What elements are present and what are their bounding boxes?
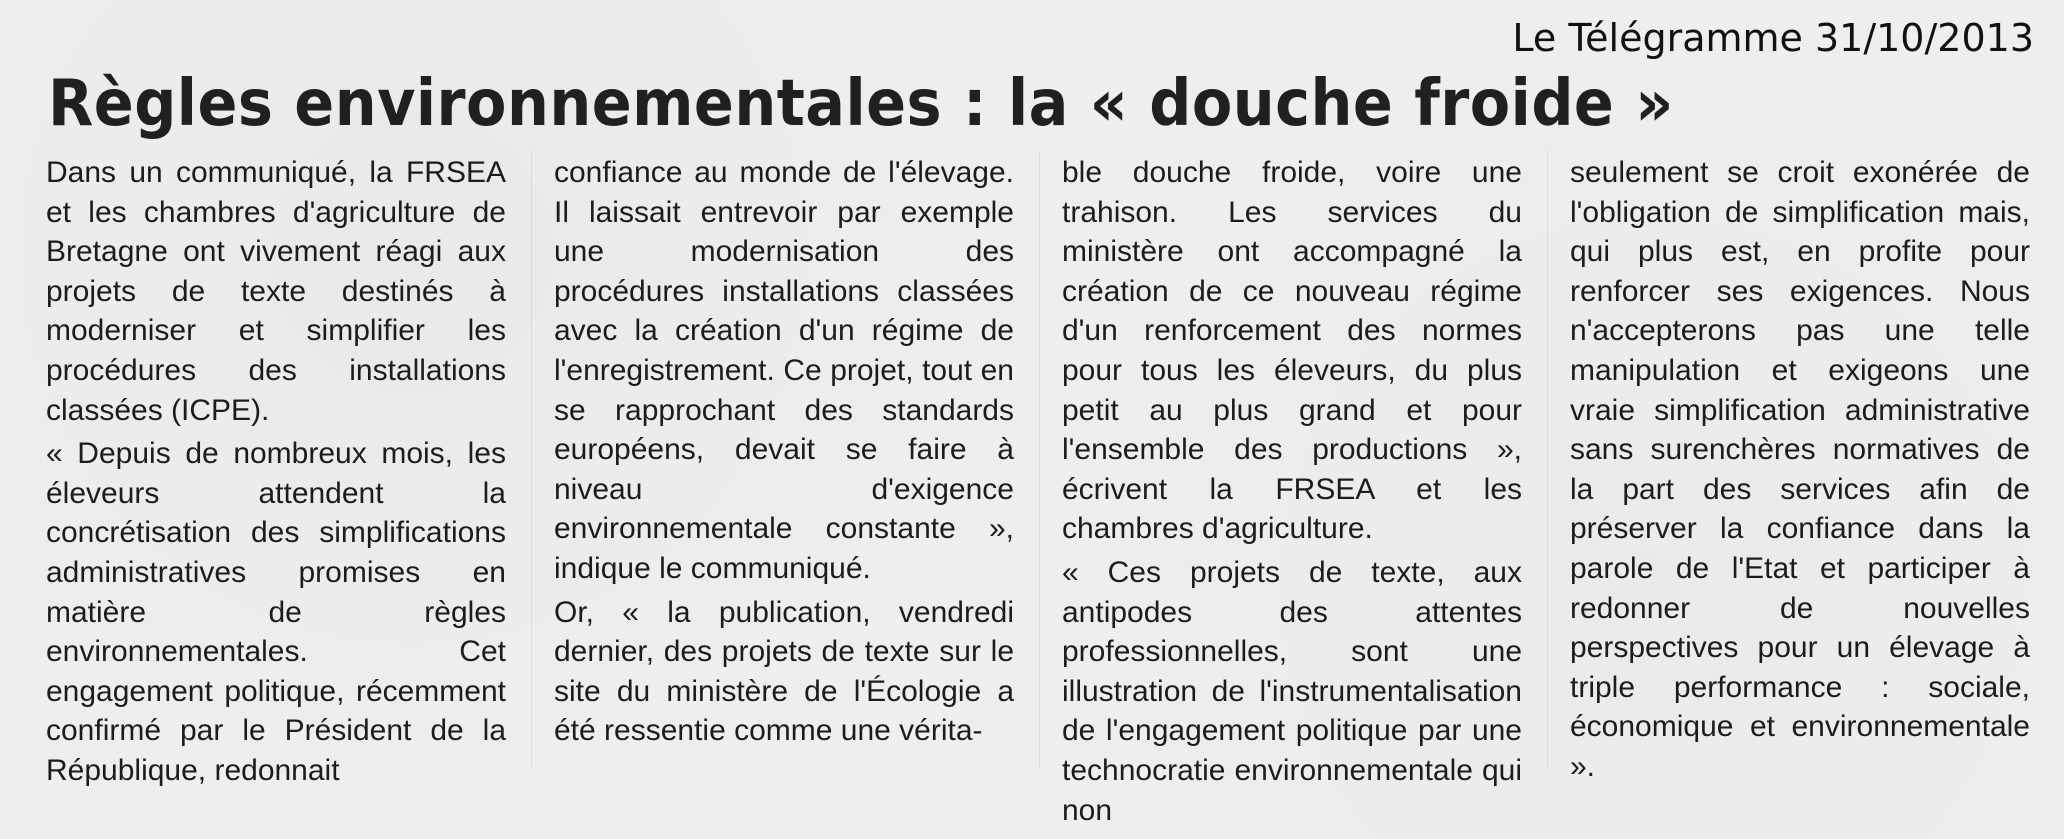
- article-column-3: [1062, 153, 1522, 830]
- column-divider: [1547, 150, 1548, 770]
- headline: Règles environnementales : la « douche froide »: [48, 67, 1674, 141]
- article-column-4: [1570, 153, 2030, 787]
- article-paragraph: Or, « la publication, vendredi dernier, des projets de texte sur le site du ministère de l'Écologie a été ressentie comme une vérita-: [554, 595, 1014, 748]
- source-and-date: Le Télégramme 31/10/2013: [1512, 16, 2034, 60]
- article-paragraph: « Ces projets de texte, aux antipodes des attentes professionnelles, sont une illustration de l'instrumentalisation de l'engagement politique par une technocratie environnementale qui non: [1062, 555, 1522, 827]
- article-paragraph: seulement se croit exonérée de l'obligation de simplification mais, qui plus est, en profite pour renforcer ses exigences. Nous n'accepterons pas une telle manipulation et exigeons une vraie simplification administrative sans surenchères normatives de la part des services afin de préserver la confiance dans la parole de l'Etat et participer à redonner de nouvelles perspectives pour un élevage à triple performance : sociale, économique et environnementale ».: [1570, 156, 2030, 783]
- article-paragraph: « Depuis de nombreux mois, les éleveurs attendent la concrétisation des simplifications administratives promises en matière de règles environnementales. Cet engagement politique, récemment confirmé par le Président de la République, redonnait: [46, 437, 506, 787]
- article-paragraph: Dans un communiqué, la FRSEA et les chambres d'agriculture de Bretagne ont vivement réagi aux projets de texte destinés à moderniser et simplifier les procédures des installations classées (ICPE).: [46, 156, 506, 427]
- column-divider: [531, 150, 532, 770]
- article-paragraph: confiance au monde de l'élevage. Il laissait entrevoir par exemple une modernisation des procédures installations classées avec la création d'un régime de l'enregistrement. Ce projet, tout en se rapprochant des standards européens, devait se faire à niveau d'exigence environnementale constante », indique le communiqué.: [554, 156, 1014, 585]
- article-paragraph: ble douche froide, voire une trahison. Les services du ministère ont accompagné la création de ce nouveau régime d'un renforcement des normes pour tous les éleveurs, du plus petit au plus grand et pour l'ensemble des productions », écrivent la FRSEA et les chambres d'agriculture.: [1062, 156, 1522, 546]
- column-divider: [1039, 150, 1040, 770]
- article-column-1: [46, 153, 506, 791]
- article-column-2: [554, 153, 1014, 751]
